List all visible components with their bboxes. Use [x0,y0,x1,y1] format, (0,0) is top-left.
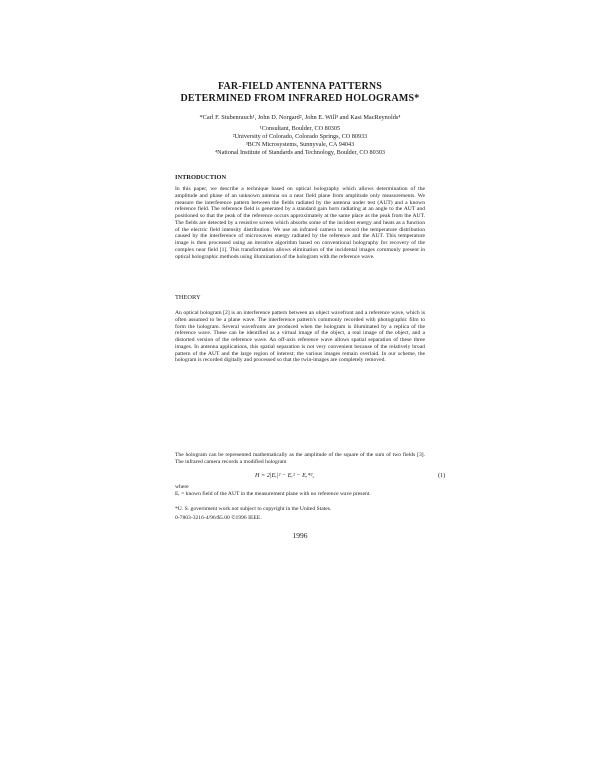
affiliation-1: ¹Consultant, Boulder, CO 80305 [259,125,341,132]
where-definition: Eᵣ = known field of the AUT in the measurement plane with no reference wave present. [175,491,371,497]
hologram-paragraph: The hologram can be represented mathematically as the amplitude of the square of the sum of two fields [3]. The infrared camera records a modified hologram [175,452,425,465]
equation-number: (1) [438,472,446,479]
affiliation-4: ⁴National Institute of Standards and Technology, Boulder, CO 80303 [214,149,386,156]
introduction-paragraph: In this paper, we describe a technique based on optical holography which allows determination of the amplitude and phase of an unknown antenna on a near field plane from amplitude only measurements. We measure the interference pattern between the fields radiated by the antenna under test (AUT) and a known reference field. The reference field is generated by a standard gain horn radiating at an angle to the AUT and positioned so that the peak of the reference occurs approximately at the same place as the peak from the AUT. The fields are detected by a resistive screen which absorbs some of the incident energy and heats as a function of the electric field intensity distribution. We use an infrared camera to record the temperature distribution caused by the interference of microwaves energy radiated by the reference and the AUT. This temperature image is then processed using an iterative algorithm based on conventional holography for recovery of the complex near field [1]. This transformation allows elimination of the incidental images commonly present in optical holographic methods using illumination of the hologram with the reference wave. [175,186,425,260]
affiliation-2: ²University of Colorado, Colorado Springs, CO 80933 [232,133,368,140]
paper-title-line-1: FAR-FIELD ANTENNA PATTERNS [217,81,383,92]
affiliation-3: ³BCN Microsystems, Sunnyvale, CA 94043 [245,141,355,148]
paper-title-line-2: DETERMINED FROM INFRARED HOLOGRAMS* [180,93,420,104]
equation-1 [255,472,446,484]
government-footnote: *U. S. government work not subject to copyright in the United States. [175,506,332,512]
where-label: where [175,484,189,490]
introduction-heading: INTRODUCTION [175,174,227,181]
theory-heading: THEORY [175,294,201,301]
author-list: *Carl F. Stubenrauch¹, John D. Norgard², John E. Will³ and Kasi MacReynolds⁴ [199,114,401,121]
theory-paragraph: An optical hologram [2] is an interference pattern between an object wavefront and a reference wave, which is often assumed to be a plane wave. The interference pattern's commonly recorded with photographic film to form the hologram. Several wavefronts are produced when the hologram is illuminated by a replica of the reference wave. These can be identified as a virtual image of the object, a real image of the object, and a distorted version of the reference wave. An off-axis reference wave allows spatial separation of these three images. In antenna applications, this spatial separation is not very convenient because of the relatively broad pattern of the AUT and the large region of interest; the various images remain overlaid. In our scheme, the hologram is recorded digitally and processed so that the twin-images are completely removed. [175,310,425,364]
copyright-line: 0-7803-3216-4/96/$5.00 ©1996 IEEE. [175,515,262,521]
equation-expression: H = 2|Eᵣ|² − Eᵣ² − Eᵣ*², [255,472,314,479]
page-number: 1996 [292,531,308,540]
